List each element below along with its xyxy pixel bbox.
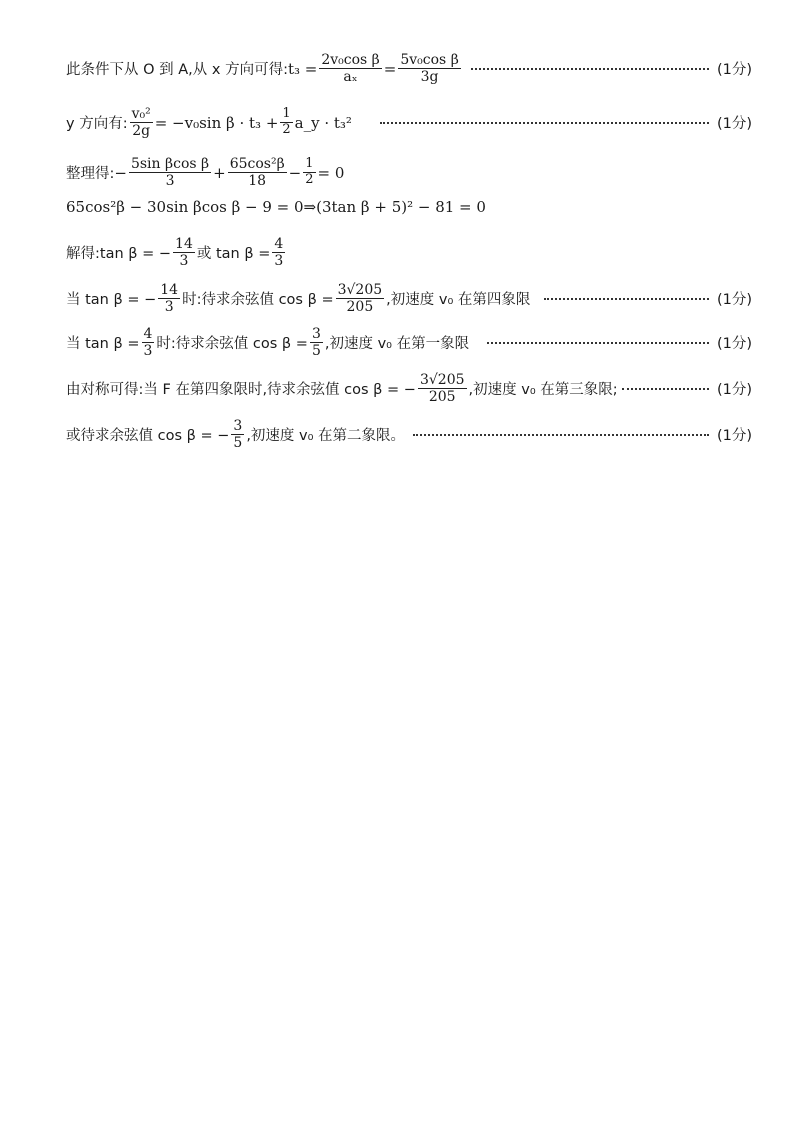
fraction-numerator: 2v₀cos β: [321, 52, 380, 68]
fraction-numerator: 4: [274, 236, 284, 252]
fraction-numerator: 1: [305, 156, 314, 172]
fraction-t3-2: [398, 52, 460, 85]
line-5: [66, 236, 752, 269]
fraction-denominator: 3g: [420, 69, 439, 86]
line-6-post: ,初速度 v₀ 在第四象限: [386, 292, 531, 309]
fraction-numerator: 3√205: [419, 372, 465, 388]
fraction-s2: [228, 156, 287, 189]
line-1: [66, 52, 752, 85]
line-8: [66, 372, 752, 405]
score-mark: (1分): [716, 382, 752, 399]
minus-sign: −: [114, 163, 127, 182]
line-5-or: 或 tan β =: [196, 246, 271, 263]
minus-sign: −: [288, 163, 302, 182]
dot-leader: [471, 68, 709, 70]
fraction-denominator: 2: [305, 172, 314, 188]
fraction-denominator: 3: [274, 253, 284, 270]
fraction-3-5: [310, 326, 323, 359]
line-2-text: y 方向有:: [66, 116, 128, 133]
fraction-denominator: 18: [248, 173, 267, 190]
fraction-3-5: [231, 418, 244, 451]
fraction-denominator: aₓ: [343, 69, 358, 86]
fraction-14-3: [173, 236, 195, 269]
fraction-s1: [129, 156, 211, 189]
fraction-numerator: 3√205: [337, 282, 383, 298]
fraction-sqrt205: [418, 372, 467, 405]
line-7: [66, 326, 752, 359]
fraction-numerator: 3: [311, 326, 321, 342]
line-9-text: 或待求余弦值 cos β = −: [66, 428, 230, 445]
fraction-4-3: [272, 236, 285, 269]
line-4: [66, 198, 752, 216]
fraction-numerator: 14: [160, 282, 179, 298]
score-mark: (1分): [716, 428, 752, 445]
fraction-14-3: [158, 282, 180, 315]
equals-sign: =: [383, 59, 397, 78]
fraction-denominator: 3: [179, 253, 189, 270]
fraction-numerator: 1: [282, 106, 291, 122]
plus-sign: +: [213, 163, 226, 182]
line-6-mid: 时:待求余弦值 cos β =: [182, 292, 334, 309]
line-1-text: 此条件下从 O 到 A,从 x 方向可得:: [66, 62, 288, 79]
line-4-equation: 65cos²β − 30sin βcos β − 9 = 0⇒(3tan β + 5)² − 81 = 0: [66, 198, 486, 216]
line-9-post: ,初速度 v₀ 在第二象限。: [246, 428, 406, 445]
line-6: [66, 282, 752, 315]
ay-t3-term: a_y · t₃²: [294, 113, 352, 132]
fraction-denominator: 205: [428, 389, 456, 406]
fraction-numerator: 5sin βcos β: [130, 156, 210, 172]
line-8-post: ,初速度 v₀ 在第三象限;: [468, 382, 618, 399]
fraction-numerator: 5v₀cos β: [400, 52, 459, 68]
dot-leader: [544, 298, 709, 300]
line-6-text: 当 tan β = −: [66, 292, 157, 309]
fraction-numerator: 65cos²β: [229, 156, 285, 172]
fraction-denominator: 2: [282, 122, 291, 138]
score-mark: (1分): [716, 292, 752, 309]
fraction-denominator: 3: [164, 299, 174, 316]
fraction-v0sq-2g: [130, 106, 153, 139]
fraction-numerator: 4: [143, 326, 153, 342]
line-7-text: 当 tan β =: [66, 336, 140, 353]
dot-leader: [380, 122, 709, 124]
score-mark: (1分): [716, 116, 752, 133]
line-7-post: ,初速度 v₀ 在第一象限: [324, 336, 470, 353]
fraction-denominator: 2g: [132, 123, 151, 140]
equals-zero: = 0: [317, 163, 345, 182]
dot-leader: [622, 388, 709, 390]
line-3: [66, 156, 752, 189]
dot-leader: [487, 342, 709, 344]
fraction-half: [280, 107, 292, 138]
fraction-numerator: 14: [175, 236, 193, 252]
line-7-mid: 时:待求余弦值 cos β =: [156, 336, 308, 353]
line-5-text: 解得:tan β = −: [66, 246, 172, 263]
fraction-denominator: 5: [311, 343, 321, 360]
t3-eq: t₃ =: [287, 59, 318, 78]
fraction-4-3: [142, 326, 155, 359]
fraction-denominator: 5: [233, 435, 243, 452]
line-2: [66, 106, 752, 139]
fraction-sqrt205: [336, 282, 385, 315]
fraction-denominator: 3: [143, 343, 153, 360]
dot-leader: [413, 434, 709, 436]
fraction-numerator: 3: [233, 418, 243, 434]
y-equation-rhs: = −v₀sin β · t₃ +: [154, 113, 279, 132]
line-9: [66, 418, 752, 451]
score-mark: (1分): [716, 336, 752, 353]
fraction-denominator: 205: [346, 299, 374, 316]
fraction-t3-1: [319, 52, 381, 85]
score-mark: (1分): [716, 62, 752, 79]
fraction-denominator: 3: [165, 173, 175, 190]
line-8-text: 由对称可得:当 F 在第四象限时,待求余弦值 cos β = −: [66, 382, 416, 399]
line-3-text: 整理得:: [66, 166, 115, 183]
fraction-numerator: v₀²: [131, 106, 151, 122]
fraction-s3: [303, 157, 315, 188]
